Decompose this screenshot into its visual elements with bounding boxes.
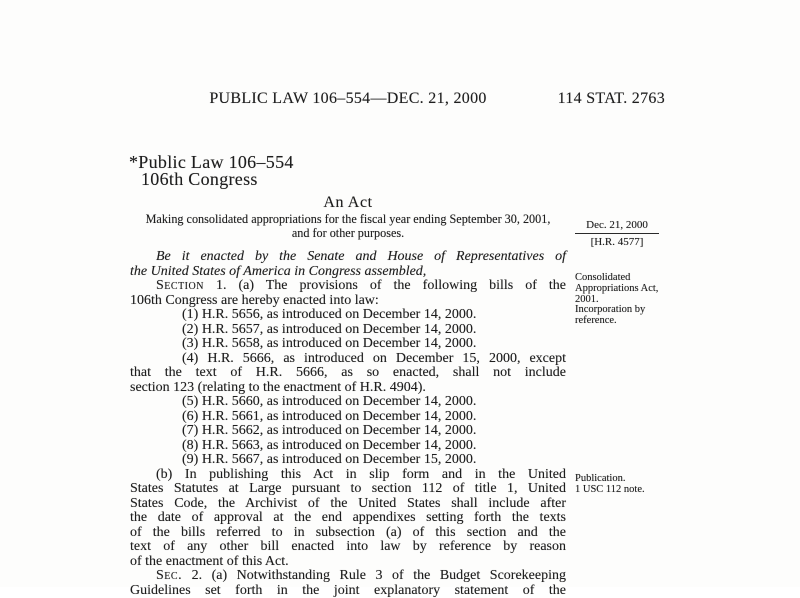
bill-item-7: (7) H.R. 5662, as introduced on December 14, 2000. <box>130 424 566 439</box>
para-b-line-5: of the bills referred to in subsection (a) of this section and the <box>130 526 566 541</box>
section1-line-2: 106th Congress are hereby enacted into law: <box>130 294 566 309</box>
margin-date-note <box>575 219 659 248</box>
para-b-line-1: (b) In publishing this Act in slip form and in the United <box>130 468 566 483</box>
section1-line-1 <box>130 279 566 294</box>
bill-item-8: (8) H.R. 5663, as introduced on December 14, 2000. <box>130 439 566 454</box>
enacting-clause-line-2: the United States of America in Congress assembled, <box>130 265 566 280</box>
bill-item-6: (6) H.R. 5661, as introduced on December 14, 2000. <box>130 410 566 425</box>
law-title-block <box>141 154 294 187</box>
margin-note-incorporation-text: Incorporation by reference. <box>575 305 667 327</box>
margin-note-consolidated <box>575 273 667 327</box>
para-b-line-2: States Statutes at Large pursuant to section 112 of title 1, United <box>130 482 566 497</box>
para-b-line-3: States Code, the Archivist of the United States shall include after <box>130 497 566 512</box>
bill-item-9: (9) H.R. 5667, as introduced on December 15, 2000. <box>130 453 566 468</box>
margin-bill-number: [H.R. 4577] <box>575 234 659 248</box>
section2-line-1 <box>130 569 566 584</box>
bill-item-4-line-3: section 123 (relating to the enactment of H.R. 4904). <box>130 381 566 396</box>
preamble-line-2: and for other purposes. <box>130 227 566 241</box>
body-text <box>130 250 566 598</box>
bill-item-2: (2) H.R. 5657, as introduced on December 14, 2000. <box>130 323 566 338</box>
running-header-stat: 114 STAT. 2763 <box>505 90 665 108</box>
margin-note-publication-text: Publication. <box>575 474 667 485</box>
bill-item-4-line-2: that the text of H.R. 5666, as so enacted, shall not include <box>130 366 566 381</box>
para-b-line-7: of the enactment of this Act. <box>130 555 566 570</box>
running-header-law: PUBLIC LAW 106–554—DEC. 21, 2000 <box>130 90 566 108</box>
law-number-line: *Public Law 106–554 <box>129 154 294 171</box>
section1-smallcaps: Section <box>156 278 204 293</box>
margin-note-consolidated-text: Consolidated Appropriations Act, 2001. <box>575 273 667 305</box>
bill-item-5: (5) H.R. 5660, as introduced on December 14, 2000. <box>130 395 566 410</box>
bill-item-1: (1) H.R. 5656, as introduced on December 14, 2000. <box>130 308 566 323</box>
section2-line-1-rest: 2. (a) Notwithstanding Rule 3 of the Budget Scorekeeping <box>182 568 566 583</box>
margin-date: Dec. 21, 2000 <box>575 219 659 234</box>
preamble-line-1: Making consolidated appropriations for the fiscal year ending September 30, 2001, <box>130 213 566 227</box>
section1-line-1-rest: 1. (a) The provisions of the following bills of the <box>204 278 566 293</box>
bill-item-3: (3) H.R. 5658, as introduced on December 14, 2000. <box>130 337 566 352</box>
act-heading: An Act <box>130 194 566 212</box>
congress-line: 106th Congress <box>141 171 294 188</box>
para-b-line-6: text of any other bill enacted into law by reference by reason <box>130 540 566 555</box>
enacting-clause-line-1: Be it enacted by the Senate and House of Representatives of <box>130 250 566 265</box>
preamble <box>130 213 566 240</box>
bill-item-4-line-1: (4) H.R. 5666, as introduced on December 15, 2000, except <box>130 352 566 367</box>
section2-smallcaps: Sec. <box>156 568 182 583</box>
para-b-line-4: the date of approval at the end appendixes setting forth the texts <box>130 511 566 526</box>
margin-note-publication <box>575 474 667 496</box>
margin-note-usc-text: 1 USC 112 note. <box>575 485 667 496</box>
section2-line-2-clipped: Guidelines set forth in the joint explanatory statement of the <box>130 584 566 598</box>
